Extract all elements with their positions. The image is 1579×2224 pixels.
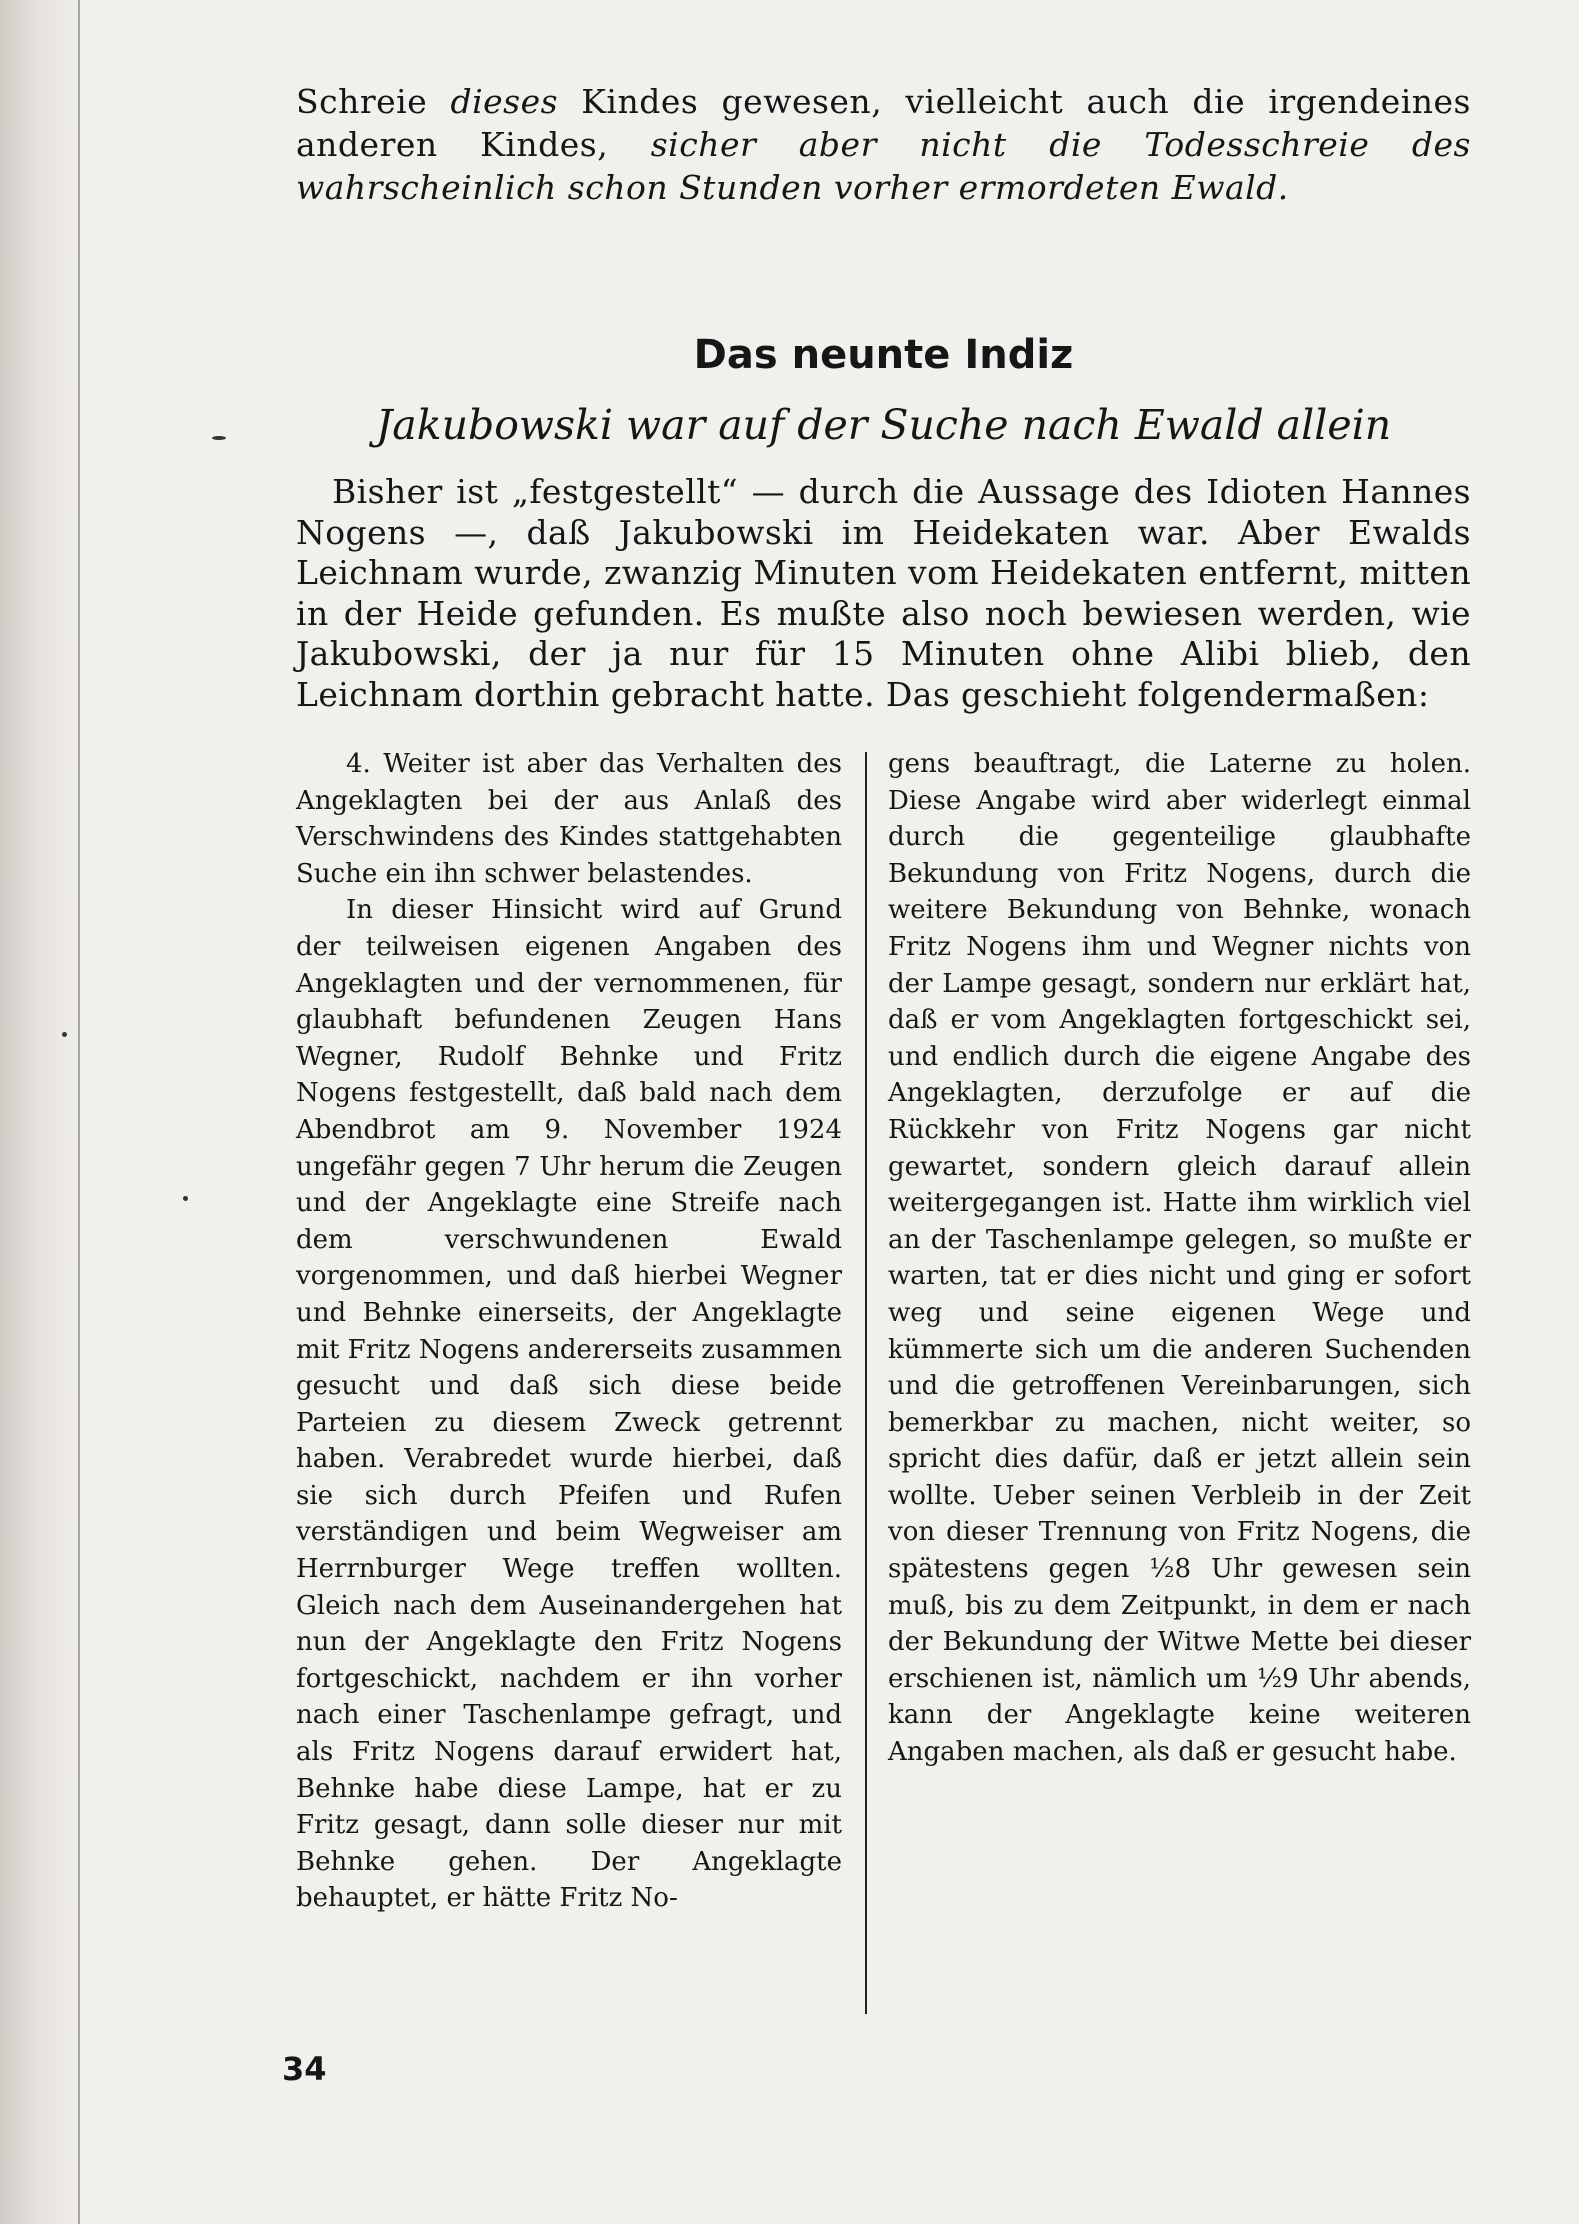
left-paragraph-2: In dieser Hinsicht wird auf Grund der teilweisen eigenen Angaben des Angeklagten und der vernommenen, für glaubhaft befundenen Zeugen Hans Wegner, Rudolf Behnke und Fritz Nogens festgestellt, daß bald nach dem Abendbrot am 9. November 1924 ungefähr gegen 7 Uhr herum die Zeugen und der Angeklagte eine Streife nach dem verschwundenen Ewald vorgenommen, und daß hierbei Wegner und Behnke einerseits, der Angeklagte mit Fritz Nogens andererseits zusammen gesucht und daß sich diese beide Parteien zu diesem Zweck getrennt haben. Verabredet wurde hierbei, daß sie sich durch Pfeifen und Rufen verständigen und beim Wegweiser am Herrnburger Wege treffen wollten. Gleich nach dem Auseinandergehen hat nun der Angeklagte den Fritz Nogens fortgeschickt, nachdem er ihn vorher nach einer Taschenlampe gefragt, und als Fritz Nogens darauf erwidert hat, Behnke habe diese Lampe, hat er zu Fritz gesagt, dann solle dieser nur mit Behnke gehen. Der Angeklagte behauptet, er hätte Fritz No- [296, 895, 843, 1914]
page-number: 34 [282, 2050, 327, 2088]
intro-text-1: Schreie [296, 82, 451, 121]
margin-mark [183, 1196, 188, 1201]
left-column [296, 746, 842, 1917]
intro-emphasis-1: dieses [450, 82, 559, 121]
section-title: Das neunte Indiz [693, 332, 1074, 378]
page-edge-line [78, 0, 80, 2224]
section-subtitle: Jakubowski war auf der Suche nach Ewald allein [375, 401, 1392, 449]
right-paragraph-1: gens beauftragt, die Laterne zu holen. Diese Angabe wird aber widerlegt einmal durch die gegenteilige glaubhafte Bekundung von Fritz Nogens, durch die weitere Bekundung von Behnke, wonach Fritz Nogens ihm und Wegner nichts von der Lampe gesagt, sondern nur erklärt hat, daß er vom Angeklagten fortgeschickt sei, und endlich durch die eigene Angabe des Angeklagten, derzufolge er auf die Rückkehr von Fritz Nogens gar nicht gewartet, sondern gleich darauf allein weitergegangen ist. Hatte ihm wirklich viel an der Taschenlampe gelegen, so mußte er warten, tat er dies nicht und ging er sofort weg und seine eigenen Wege und kümmerte sich um die anderen Suchenden und die getroffenen Vereinbarungen, sich bemerkbar zu machen, nicht weiter, so spricht dies dafür, daß er jetzt allein sein wollte. Ueber seinen Verbleib in der Zeit von dieser Trennung von Fritz Nogens, die spätestens gegen ½8 Uhr gewesen sein muß, bis zu dem Zeitpunkt, in dem er nach der Bekundung der Witwe Mette bei dieser erschienen ist, nämlich um ½9 Uhr abends, kann der Angeklagte keine weiteren Angaben machen, als daß er gesucht habe. [888, 749, 1471, 1768]
intro-paragraph [296, 80, 1471, 209]
margin-mark [212, 436, 226, 440]
page-binding-edge [0, 0, 86, 2224]
intro-text-2: Kindes gewesen, vielleicht auch die irgendeines anderen Kindes, [296, 82, 1471, 164]
margin-mark [62, 1032, 67, 1037]
left-paragraph-1: 4. Weiter ist aber das Verhalten des Angeklagten bei der aus Anlaß des Verschwindens des Kindes stattgehabten Suche ein ihn schwer belastendes. [296, 749, 842, 889]
column-divider [865, 752, 867, 2014]
lead-paragraph: Bisher ist „festgestellt“ — durch die Aussage des Idioten Hannes Nogens —, daß Jakubowski im Heidekaten war. Aber Ewalds Leichnam wurde, zwanzig Minuten vom Heidekaten entfernt, mitten in der Heide gefunden. Es mußte also noch bewiesen werden, wie Jakubowski, der ja nur für 15 Minuten ohne Alibi blieb, den Leichnam dorthin gebracht hatte. Das geschieht folgendermaßen: [296, 472, 1471, 714]
right-column [888, 746, 1471, 1771]
intro-emphasis-2: sicher aber nicht die Todesschreie des wahrscheinlich schon Stunden vorher ermordeten Ewald. [296, 125, 1471, 207]
